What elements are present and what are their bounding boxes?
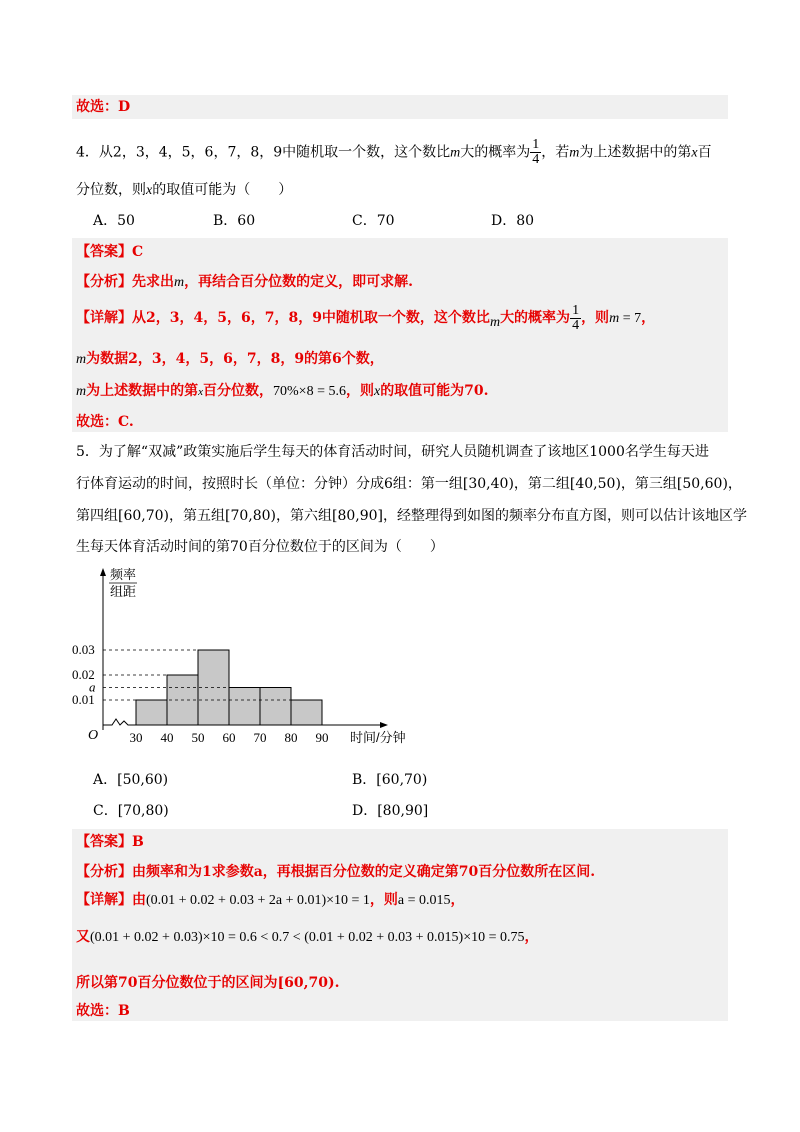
- q5-stem-line4: 生每天体育活动时间的第70百分位数位于的区间为（ ）: [76, 539, 444, 555]
- q4-option-b[interactable]: B．60: [213, 213, 256, 229]
- y-tick-label: 0.01: [72, 692, 95, 707]
- xlabel: 时间/分钟: [350, 730, 406, 745]
- q5-option-d[interactable]: D．[80,90]: [352, 803, 429, 819]
- q4-analysis: 【分析】先求出m，再结合百分位数的定义，即可求解.: [76, 274, 413, 290]
- q4-answer: 【答案】C: [76, 244, 144, 260]
- q4-option-c[interactable]: C．70: [352, 213, 395, 229]
- q4-detail-line2: m为数据2，3，4，5，6，7，8，9的第6个数，: [76, 351, 384, 367]
- q4-detail-line1: 【详解】从2，3，4，5，6，7，8，9中随机取一个数，这个数比m大的概率为 $\frac{1}{4}$ ，则m = 7，: [76, 302, 656, 333]
- x-tick-label: 60: [222, 730, 236, 745]
- q5-detail-line2: 又(0.01 + 0.02 + 0.03)×10 = 0.6 < 0.7 < (0.01 + 0.02 + 0.03 + 0.015)×10 = 0.75，: [76, 929, 539, 945]
- q4-detail-line3: m为上述数据中的第x百分位数，70%×8 = 5.6，则x的取值可能为70.: [76, 383, 489, 399]
- q5-detail-line1: 【详解】由(0.01 + 0.02 + 0.03 + 2a + 0.01)×10 = 1，则a = 0.015，: [76, 892, 465, 908]
- q5-option-a[interactable]: A．[50,60): [93, 772, 169, 788]
- x-tick-label: 70: [253, 730, 267, 745]
- q3-select: 故选：D: [76, 99, 131, 115]
- origin-label: O: [88, 728, 99, 743]
- fraction: $\frac{1}{4}$: [532, 137, 540, 167]
- y-tick-label: 0.02: [72, 667, 95, 682]
- histogram-bar-1: [136, 700, 167, 725]
- q5-stem-line1: 5．为了解“双减”政策实施后学生每天的体育活动时间，研究人员随机调查了该地区1000名学生每天进: [76, 444, 709, 460]
- q3-select-band: [72, 95, 728, 119]
- q5-stem-line3: 第四组[60,70)，第五组[70,80)，第六组[80,90]，经整理得到如图的频率分布直方图，则可以估计该地区学: [76, 508, 748, 524]
- q5-option-c[interactable]: C．[70,80): [93, 803, 169, 819]
- q4-option-a[interactable]: A．50: [93, 213, 135, 229]
- ylabel-denominator: 组距: [110, 584, 137, 599]
- q4-option-d[interactable]: D．80: [491, 213, 535, 229]
- q5-stem-line2: 行体育运动的时间，按照时长（单位：分钟）分成6组：第一组[30,40)，第二组[40,50)，第三组[50,60)，: [76, 476, 742, 492]
- histogram-bar-4: [229, 688, 260, 726]
- q4-stem-line2: 分位数，则x的取值可能为（ ）: [76, 182, 293, 198]
- frequency-histogram: [70, 565, 430, 755]
- x-axis-arrow: [380, 722, 388, 728]
- histogram-bar-6: [291, 700, 322, 725]
- x-tick-label: 50: [191, 730, 205, 745]
- q5-detail-line3: 所以第70百分位数位于的区间为[60,70).: [76, 975, 340, 991]
- q5-select: 故选：B: [76, 1003, 130, 1019]
- x-tick-label: 30: [129, 730, 143, 745]
- histogram-bar-5: [260, 688, 291, 726]
- q5-answer: 【答案】B: [76, 834, 144, 850]
- x-tick-label: 80: [284, 730, 298, 745]
- y-tick-label: a: [89, 679, 96, 695]
- q4-stem-line1: 4．从2，3，4，5，6，7，8，9中随机取一个数，这个数比m大的概率为 $\frac{1}{4}$ ，若m为上述数据中的第x百: [76, 137, 712, 167]
- y-tick-label: 0.03: [72, 642, 95, 657]
- y-axis-arrow: [100, 568, 106, 576]
- fraction: $\frac{1}{4}$: [572, 302, 580, 333]
- q5-option-b[interactable]: B．[60,70): [352, 772, 428, 788]
- q5-analysis: 【分析】由频率和为1求参数a，再根据百分位数的定义确定第70百分位数所在区间.: [76, 864, 596, 880]
- x-tick-label: 90: [315, 730, 329, 745]
- ylabel-numerator: 频率: [110, 567, 137, 582]
- q4-select: 故选：C.: [76, 414, 134, 430]
- x-tick-label: 40: [160, 730, 174, 745]
